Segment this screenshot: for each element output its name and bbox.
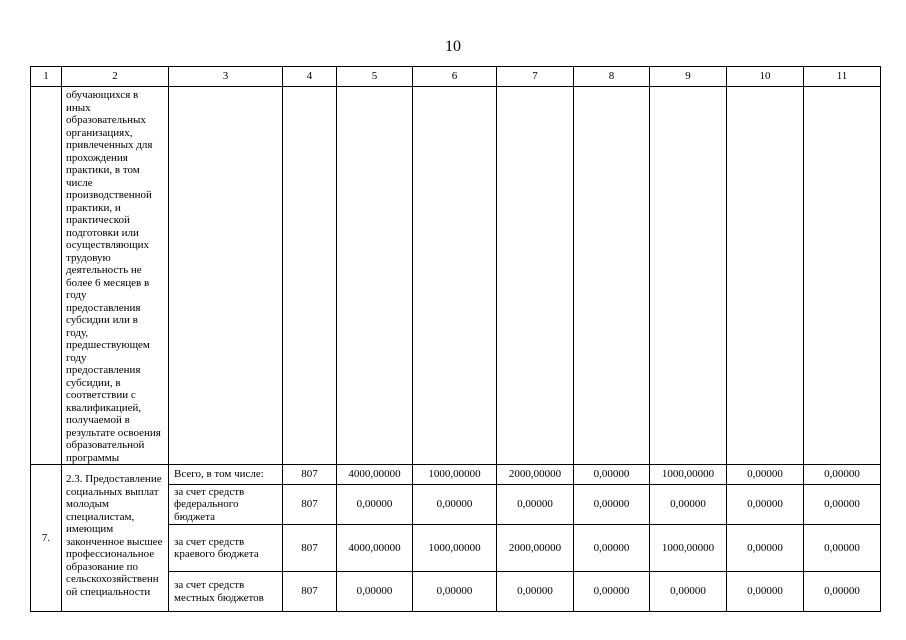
text-line: получаемой в [66,414,130,426]
empty-cell [169,87,283,465]
value-cell: 2000,00000 [497,465,574,485]
text-line: бюджета [174,510,216,523]
text-line: предоставления [66,301,141,314]
empty-cell [804,87,881,465]
value-cell: 0,00000 [804,572,881,612]
value-cell: 0,00000 [574,485,650,525]
empty-cell [497,87,574,465]
text-line: практики, в том [66,164,140,176]
text-line: году, [66,326,89,339]
value-cell: 0,00000 [650,485,727,525]
text-line: числе [66,176,93,189]
text-line: программы [66,451,120,464]
value-cell: 807 [283,525,337,572]
text-line: практической [66,214,130,226]
text-line: образовательной [66,439,145,451]
value-cell: 0,00000 [413,572,497,612]
value-cell: 1000,00000 [650,525,727,572]
text-line: производственной [66,189,152,201]
value-cell: 2000,00000 [497,525,574,572]
value-cell: 0,00000 [804,525,881,572]
text-line: деятельность не [66,264,142,276]
text-line: за счет средств [174,579,245,591]
header-cell: 2 [62,67,169,87]
text-line: привлеченных для [66,139,153,151]
text-line: сельскохозяйственн [66,573,159,585]
value-cell: 0,00000 [727,485,804,525]
text-line: за счет средств [174,485,245,498]
text-line: организациях, [66,126,133,139]
empty-cell [727,87,804,465]
header-cell: 3 [169,67,283,87]
text-line: подготовки или [66,226,139,239]
value-cell: 807 [283,485,337,525]
text-line: предшествующем [66,339,150,351]
text-line: практики, и [66,201,121,214]
value-cell: 1000,00000 [413,525,497,572]
text-line: предоставления [66,364,141,376]
header-cell: 11 [804,67,881,87]
text-line: специалистам, [66,510,135,523]
text-line: осуществляющих [66,239,149,251]
text-line: краевого бюджета [174,548,259,560]
item-number: 7. [31,465,62,612]
continuation-row [31,87,881,465]
item-description [62,465,169,612]
header-cell: 10 [727,67,804,87]
text-line: ой специальности [66,585,151,598]
text-line: местных бюджетов [174,591,264,604]
text-line: иных [66,101,91,114]
empty-cell [283,87,337,465]
text-line: прохождения [66,151,128,164]
header-cell: 5 [337,67,413,87]
text-line: результате освоения [66,426,161,439]
value-cell: 0,00000 [727,525,804,572]
empty-cell [413,87,497,465]
text-line: году [66,289,87,301]
text-line: молодым [66,498,109,510]
text-line: за счет средств [174,535,245,548]
continuation-description [62,87,169,465]
text-line: трудовую [66,251,111,264]
text-line: Всего, в том числе: [174,468,264,481]
value-cell: 0,00000 [727,572,804,612]
table-row [31,465,881,485]
row-label [169,525,283,572]
value-cell: 807 [283,572,337,612]
value-cell: 0,00000 [497,485,574,525]
value-cell: 0,00000 [650,572,727,612]
text-line: образовательных [66,114,146,126]
text-line: субсидии или в [66,314,138,326]
empty-cell [31,87,62,465]
value-cell: 0,00000 [574,525,650,572]
value-cell: 0,00000 [727,465,804,485]
header-row [31,67,881,87]
text-line: обучающихся в [66,89,139,101]
budget-table [30,66,881,612]
text-line: соответствии с [66,389,136,401]
text-line: профессиональное [66,548,155,560]
header-cell: 6 [413,67,497,87]
header-cell: 4 [283,67,337,87]
value-cell: 4000,00000 [337,465,413,485]
text-line: субсидии, в [66,376,121,389]
value-cell: 0,00000 [497,572,574,612]
text-line: 2.3. Предоставление [66,473,162,485]
header-cell: 1 [31,67,62,87]
text-line: социальных выплат [66,485,159,498]
text-line: квалификацией, [66,401,142,414]
header-cell: 7 [497,67,574,87]
value-cell: 807 [283,465,337,485]
value-cell: 0,00000 [574,465,650,485]
row-label [169,465,283,485]
text-line: более 6 месяцев в [66,276,150,289]
value-cell: 0,00000 [804,485,881,525]
text-line: имеющим [66,523,114,535]
empty-cell [337,87,413,465]
empty-cell [574,87,650,465]
value-cell: 1000,00000 [413,465,497,485]
value-cell: 1000,00000 [650,465,727,485]
header-cell: 9 [650,67,727,87]
page-number: 10 [445,38,461,55]
value-cell: 0,00000 [337,572,413,612]
row-label [169,572,283,612]
text-line: законченное высшее [66,535,163,548]
text-line: федерального [174,498,239,511]
row-label [169,485,283,525]
header-cell: 8 [574,67,650,87]
text-line: образование по [66,560,138,573]
value-cell: 4000,00000 [337,525,413,572]
value-cell: 0,00000 [574,572,650,612]
text-line: году [66,351,87,364]
value-cell: 0,00000 [413,485,497,525]
empty-cell [650,87,727,465]
value-cell: 0,00000 [804,465,881,485]
value-cell: 0,00000 [337,485,413,525]
